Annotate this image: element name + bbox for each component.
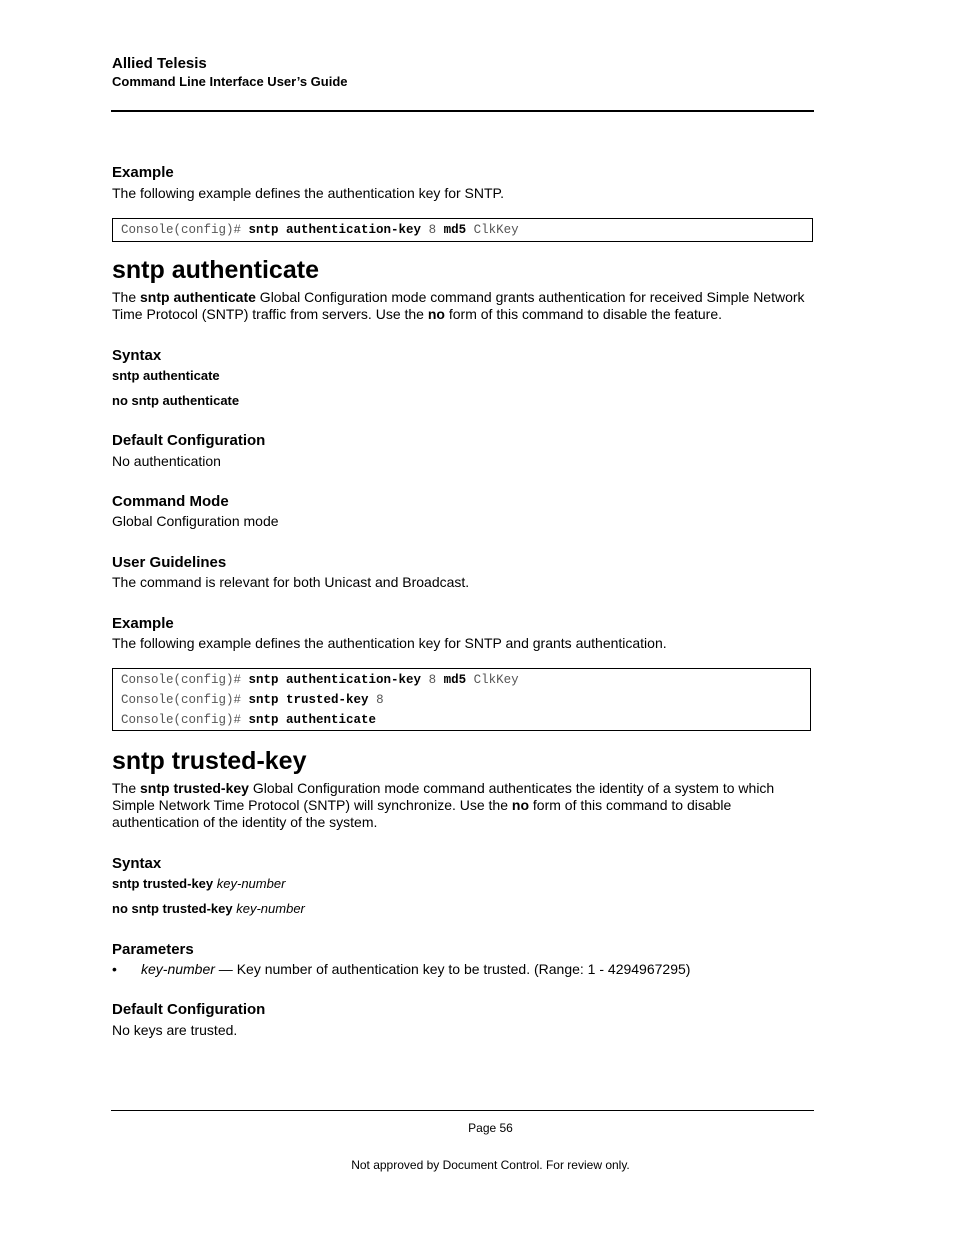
header-divider: [111, 110, 814, 112]
code-arg: 8: [421, 223, 444, 237]
code-line: [113, 219, 812, 241]
code-block: [112, 218, 813, 242]
default-config-text: No keys are trusted.: [112, 1022, 238, 1038]
section-title: sntp trusted-key: [112, 747, 307, 775]
company-name: Allied Telesis: [112, 55, 207, 72]
default-config-heading: Default Configuration: [112, 1001, 266, 1018]
example-heading: Example: [112, 615, 174, 632]
default-config-text: No authentication: [112, 453, 221, 469]
syntax-command-no: no sntp authenticate: [112, 393, 240, 408]
syntax-command-no: no sntp trusted-key key-number: [112, 901, 305, 916]
review-note: Not approved by Document Control. For review only.: [351, 1158, 630, 1172]
code-line: Console(config)# sntp authentication-key 8 md5 ClkKey: [121, 673, 519, 687]
guide-title: Command Line Interface User’s Guide: [112, 74, 348, 89]
user-guidelines-text: The command is relevant for both Unicast and Broadcast.: [112, 574, 470, 590]
code-keyword: md5: [443, 223, 467, 237]
syntax-command: sntp authenticate: [112, 368, 220, 383]
example-text: The following example defines the authentication key for SNTP.: [112, 185, 504, 201]
syntax-command: sntp trusted-key key-number: [112, 876, 286, 891]
user-guidelines-heading: User Guidelines: [112, 554, 227, 571]
code-line: Console(config)# sntp authenticate: [121, 713, 377, 727]
parameter-bullet: •: [112, 961, 117, 977]
default-config-heading: Default Configuration: [112, 432, 266, 449]
code-keyword: sntp authentication-key: [248, 223, 422, 237]
syntax-heading: Syntax: [112, 855, 162, 872]
example-text: The following example defines the authentication key for SNTP and grants authentication.: [112, 635, 667, 651]
code-line: Console(config)# sntp trusted-key 8: [121, 693, 384, 707]
command-mode-heading: Command Mode: [112, 493, 229, 510]
section-title: sntp authenticate: [112, 256, 319, 284]
code-block: [112, 668, 811, 731]
example-heading: Example: [112, 164, 174, 181]
section-description: The sntp authenticate Global Configuration mode command grants authentication for received Simple Network Time Protocol (SNTP) traffic from servers. Use the no form of this command to disable the feature.: [112, 289, 805, 322]
code-arg: ClkKey: [466, 223, 519, 237]
parameter-item: key-number — Key number of authentication key to be trusted. (Range: 1 - 4294967295): [141, 961, 691, 977]
parameters-heading: Parameters: [112, 941, 194, 958]
page-number: Page 56: [468, 1121, 513, 1135]
code-prompt: Console(config)#: [121, 223, 249, 237]
section-description: The sntp trusted-key Global Configuration mode command authenticates the identity of a system to which Simple Network Time Protocol (SNTP) will synchronize. Use the no form of this command to disable authentication of the identity of the system.: [112, 780, 775, 830]
footer-divider: [111, 1110, 814, 1111]
syntax-heading: Syntax: [112, 347, 162, 364]
command-mode-text: Global Configuration mode: [112, 513, 279, 529]
